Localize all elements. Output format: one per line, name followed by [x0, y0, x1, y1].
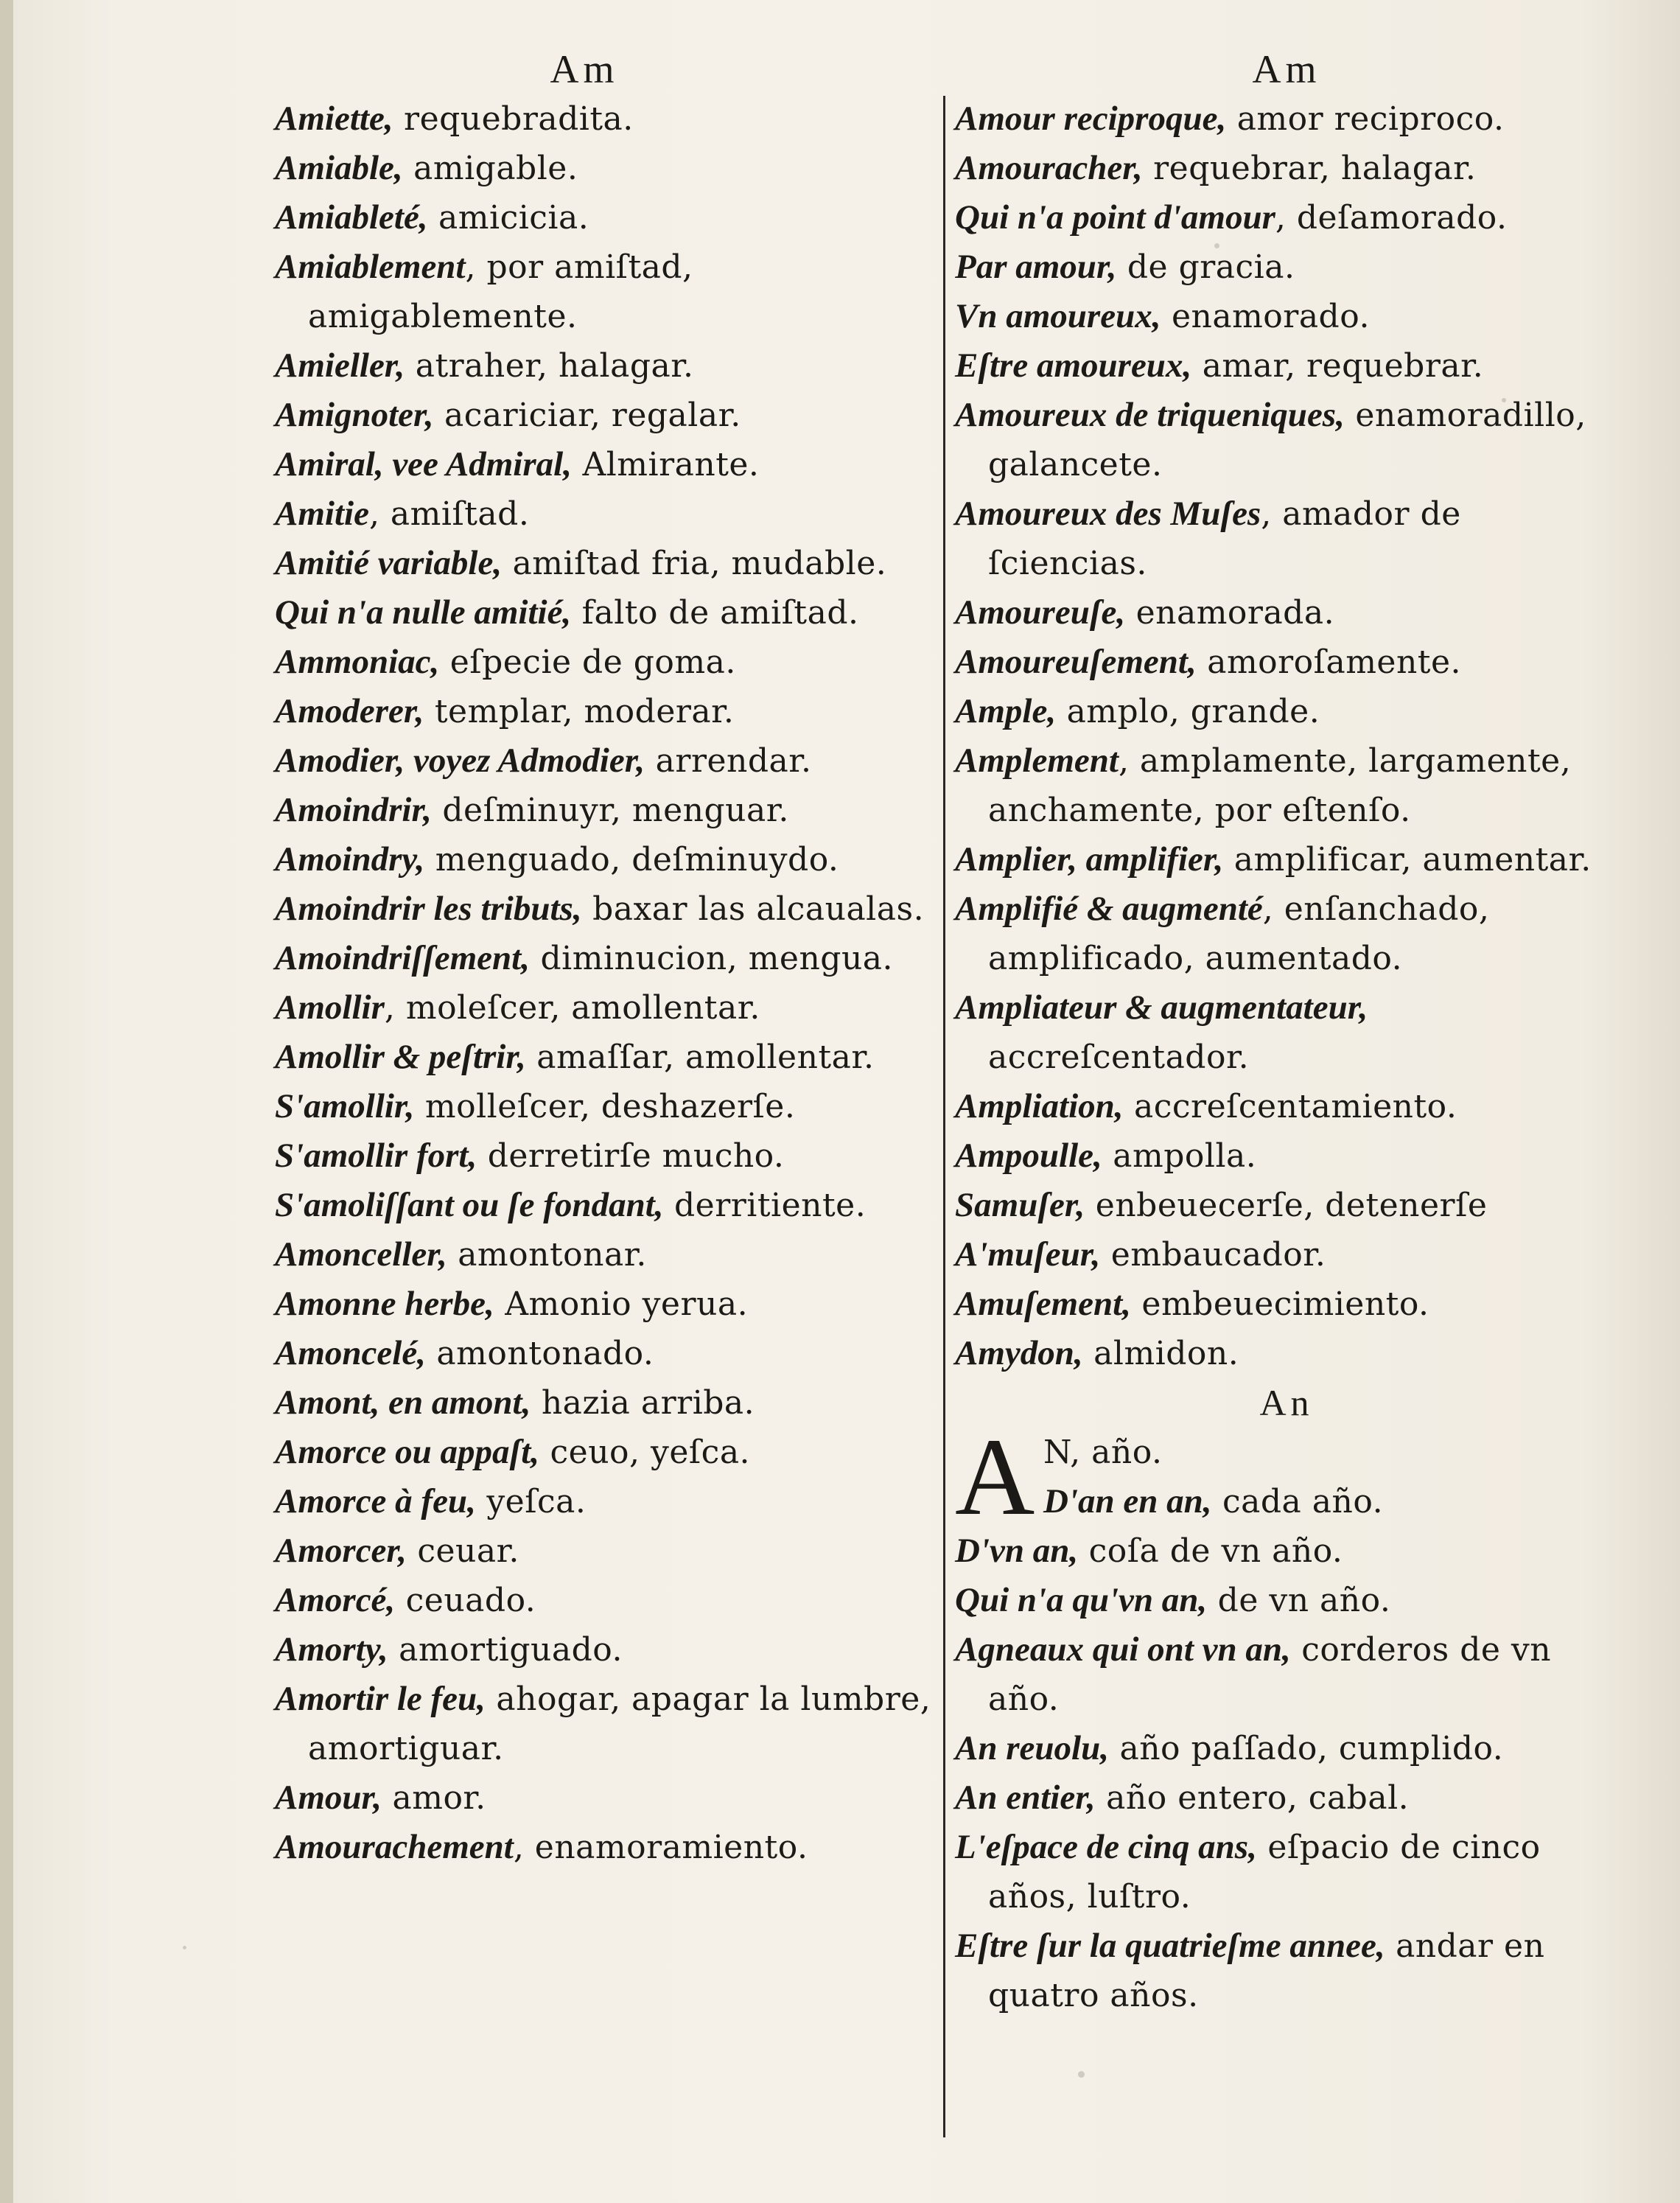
entry-translation: embaucador.: [1100, 1236, 1326, 1274]
dictionary-entry: [955, 983, 1618, 1082]
ink-speck: [183, 1946, 186, 1949]
entry-headword: Amitie: [275, 495, 369, 533]
right-entry-list-an: [955, 1526, 1618, 2020]
entry-translation: año paſſado, cumplido.: [1108, 1730, 1504, 1767]
dictionary-entry: [955, 489, 1618, 588]
entry-headword: Amoureux de triqueniques,: [955, 396, 1345, 434]
entry-headword: Amieller,: [275, 346, 405, 385]
dictionary-entry: [275, 638, 938, 687]
entry-headword: Amoureuſe,: [955, 593, 1126, 632]
entry-translation: amiſtad fria, mudable.: [502, 545, 887, 582]
entry-translation: eſpacio de cinco años, luſtro.: [988, 1829, 1541, 1916]
dictionary-entry: [275, 786, 938, 835]
dictionary-page: [13, 0, 1680, 2203]
entry-translation: andar en quatro años.: [988, 1927, 1545, 2014]
entry-headword: Amoureuſement,: [955, 643, 1197, 681]
dictionary-entry: [275, 440, 938, 489]
entry-headword: Amuſement,: [955, 1285, 1131, 1323]
dictionary-entry: [275, 1576, 938, 1625]
dictionary-entry: [275, 884, 938, 934]
dictionary-entry: [955, 1230, 1618, 1279]
dictionary-entry: [275, 341, 938, 391]
entry-translation: enamorado.: [1161, 298, 1370, 335]
entry-headword: Amiral, vee Admiral,: [275, 445, 572, 483]
entry-translation: amplo, grande.: [1056, 693, 1320, 730]
entry-headword: Ampoulle,: [955, 1137, 1102, 1175]
entry-translation: yeſca.: [475, 1483, 587, 1521]
entry-headword: Par amour,: [955, 248, 1117, 286]
left-entry-list: [275, 94, 938, 1872]
entry-headword: D'an en an,: [1043, 1482, 1212, 1521]
entry-headword: Qui n'a qu'vn an,: [955, 1581, 1208, 1619]
entry-translation: de gracia.: [1116, 248, 1295, 286]
dictionary-entry: [275, 687, 938, 736]
dictionary-entry: [275, 144, 938, 193]
entry-headword: Amorce à feu,: [275, 1482, 476, 1521]
entry-translation: enamoradillo, galancete.: [988, 397, 1586, 483]
entry-headword: S'amollir,: [275, 1087, 415, 1125]
entry-headword: Ampliation,: [955, 1087, 1124, 1125]
entry-headword: Ample,: [955, 692, 1057, 730]
entry-translation: , amiſtad.: [368, 495, 530, 533]
entry-headword: Amplier, amplifier,: [955, 840, 1224, 879]
entry-headword: A'muſeur,: [955, 1235, 1101, 1274]
entry-headword: Amour,: [275, 1778, 382, 1817]
dictionary-entry: [275, 1526, 938, 1576]
dictionary-entry: [955, 1773, 1618, 1823]
dictionary-entry: [955, 588, 1618, 638]
dictionary-entry: [955, 1279, 1618, 1329]
entry-translation: amigable.: [402, 150, 578, 187]
dictionary-entry: [955, 736, 1618, 835]
dictionary-entry: [955, 94, 1618, 144]
dictionary-entry: [275, 1279, 938, 1329]
column-divider: [943, 96, 945, 2137]
entry-headword: Samuſer,: [955, 1186, 1085, 1224]
entry-headword: Amoindry,: [275, 840, 425, 879]
entry-translation: falto de amiſtad.: [571, 594, 859, 632]
entry-headword: Amonne herbe,: [275, 1285, 494, 1323]
dictionary-entry: [955, 391, 1618, 489]
entry-headword: Ammoniac,: [275, 643, 440, 681]
entry-headword: Amignoter,: [275, 396, 434, 434]
ink-speck: [1078, 2071, 1085, 2078]
left-running-header: Am: [550, 47, 619, 91]
entry-translation: ceuar.: [406, 1532, 519, 1570]
entry-translation: hazia arriba.: [531, 1384, 755, 1422]
entry-headword: An entier,: [955, 1778, 1096, 1817]
entry-headword: Amonceller,: [275, 1235, 447, 1274]
entry-translation: amicicia.: [427, 199, 589, 237]
dictionary-entry: [955, 1921, 1618, 2020]
entry-translation: , moleſcer, amollentar.: [384, 989, 760, 1027]
entry-headword: Eſtre ſur la quatrieſme annee,: [955, 1927, 1385, 1965]
entry-translation: derretirſe mucho.: [477, 1137, 785, 1175]
dictionary-entry: [275, 1082, 938, 1131]
dictionary-entry: [275, 588, 938, 638]
entry-translation: de vn año.: [1207, 1582, 1391, 1619]
entry-headword: Amollir: [275, 988, 385, 1027]
entry-headword: Amoderer,: [275, 692, 424, 730]
entry-headword: Amorce ou appaſt,: [275, 1433, 540, 1471]
dictionary-entry: [275, 1773, 938, 1823]
dictionary-entry: [955, 193, 1618, 242]
dictionary-entry: [955, 242, 1618, 292]
dictionary-entry: [275, 736, 938, 786]
entry-headword: Agneaux qui ont vn an,: [955, 1630, 1291, 1669]
left-column: [275, 44, 938, 1872]
entry-headword: Amorcer,: [275, 1532, 407, 1570]
entry-translation: ceuado.: [395, 1582, 536, 1619]
right-entry-list: [955, 94, 1618, 1378]
dropcap-block: [955, 1416, 1618, 1538]
entry-headword: Amour reciproque,: [955, 99, 1227, 138]
dictionary-entry: [275, 1625, 938, 1675]
entry-headword: Amont, en amont,: [275, 1383, 531, 1422]
entry-translation: enamorada.: [1125, 594, 1335, 632]
entry-translation: requebradita.: [393, 100, 634, 138]
entry-translation: ahogar, apagar la lumbre, amortiguar.: [308, 1680, 931, 1767]
entry-translation: amar, requebrar.: [1191, 347, 1484, 385]
entry-translation: corderos de vn año.: [988, 1631, 1552, 1718]
entry-translation: accreſcentamiento.: [1123, 1088, 1457, 1125]
dictionary-entry: [275, 1477, 938, 1526]
dictionary-entry: [275, 539, 938, 588]
dictionary-entry: [955, 1329, 1618, 1378]
dictionary-entry: [955, 1526, 1618, 1576]
dictionary-entry: [955, 1823, 1618, 1921]
entry-headword: Amoncelé,: [275, 1334, 426, 1372]
dictionary-entry: [955, 341, 1618, 391]
dictionary-entry: [1043, 1428, 1383, 1477]
dictionary-entry: [955, 1131, 1618, 1181]
entry-translation: almidon.: [1082, 1335, 1239, 1372]
entry-translation: baxar las alcaualas.: [581, 890, 925, 928]
entry-translation: accreſcentador.: [988, 1038, 1250, 1076]
dictionary-entry: [275, 1428, 938, 1477]
dictionary-entry: [275, 1329, 938, 1378]
entry-translation: amor.: [382, 1779, 486, 1817]
dictionary-entry: [275, 1378, 938, 1428]
dictionary-entry: [955, 835, 1618, 884]
dictionary-entry: [955, 687, 1618, 736]
entry-translation: año entero, cabal.: [1095, 1779, 1410, 1817]
entry-headword: S'amoliſſant ou ſe fondant,: [275, 1186, 664, 1224]
entry-translation: diminucion, mengua.: [529, 940, 894, 977]
entry-headword: Amoindriſſement,: [275, 939, 530, 977]
entry-text: N, año.: [1043, 1434, 1163, 1471]
entry-headword: S'amollir fort,: [275, 1137, 477, 1175]
entry-headword: Amplement: [955, 741, 1119, 780]
right-column: [955, 44, 1618, 2020]
dropcap-letter: A: [955, 1416, 1035, 1538]
entry-headword: Amortir le feu,: [275, 1680, 486, 1718]
entry-translation: arrendar.: [645, 742, 812, 780]
entry-translation: cada año.: [1211, 1483, 1384, 1521]
entry-translation: Amonio yerua.: [494, 1285, 749, 1323]
dictionary-entry: [955, 1625, 1618, 1724]
dictionary-entry: [275, 1230, 938, 1279]
dictionary-entry: [275, 983, 938, 1033]
dictionary-entry: [275, 934, 938, 983]
entry-translation: deſminuyr, menguar.: [431, 792, 789, 829]
entry-headword: Amorcé,: [275, 1581, 396, 1619]
dictionary-entry: [1043, 1477, 1383, 1526]
entry-headword: Amodier, voyez Admodier,: [275, 741, 645, 780]
dictionary-entry: [275, 1131, 938, 1181]
entry-headword: Amollir & peſtrir,: [275, 1038, 526, 1076]
dictionary-entry: [275, 489, 938, 539]
dictionary-entry: [275, 1675, 938, 1773]
entry-translation: amoroſamente.: [1196, 643, 1461, 681]
entry-headword: Ampliateur & augmentateur,: [955, 988, 1368, 1027]
entry-translation: ceuo, yeſca.: [539, 1434, 751, 1471]
entry-headword: Amiablement: [275, 248, 466, 286]
entry-headword: Amouracher,: [955, 149, 1143, 187]
entry-headword: Qui n'a nulle amitié,: [275, 593, 572, 632]
entry-translation: enbeuecerſe, detenerſe: [1085, 1187, 1488, 1224]
entry-translation: coſa de vn año.: [1078, 1532, 1343, 1570]
entry-headword: Amourachement: [275, 1828, 514, 1866]
entry-translation: , enamoramiento.: [513, 1829, 808, 1866]
entry-translation: amaſſar, amollentar.: [525, 1038, 875, 1076]
entry-headword: An reuolu,: [955, 1729, 1109, 1767]
dictionary-entry: [955, 884, 1618, 983]
entry-translation: acariciar, regalar.: [433, 397, 741, 434]
dictionary-entry: [275, 391, 938, 440]
entry-headword: D'vn an,: [955, 1532, 1079, 1570]
section-heading-an: An: [1259, 1382, 1314, 1423]
entry-translation: Almirante.: [571, 446, 760, 483]
entry-translation: templar, moderar.: [424, 693, 735, 730]
entry-headword: L'eſpace de cinq ans,: [955, 1828, 1257, 1866]
entry-translation: amortiguado.: [388, 1631, 623, 1669]
entry-translation: , por amiſtad, amigablemente.: [308, 248, 693, 335]
entry-translation: molleſcer, deshazerſe.: [414, 1088, 796, 1125]
entry-headword: Amoindrir les tributs,: [275, 890, 582, 928]
entry-translation: derritiente.: [663, 1187, 867, 1224]
dictionary-entry: [275, 94, 938, 144]
entry-headword: Amiableté,: [275, 198, 428, 237]
entry-translation: amplificar, aumentar.: [1223, 841, 1592, 879]
entry-headword: Amoindrir,: [275, 791, 432, 829]
entry-translation: amontonar.: [447, 1236, 647, 1274]
dictionary-entry: [275, 1181, 938, 1230]
dictionary-entry: [955, 292, 1618, 341]
dictionary-entry: [275, 242, 938, 341]
dictionary-entry: [955, 1082, 1618, 1131]
entry-headword: Eſtre amoureux,: [955, 346, 1192, 385]
dictionary-entry: [955, 1724, 1618, 1773]
entry-translation: ampolla.: [1102, 1137, 1257, 1175]
entry-headword: Vn amoureux,: [955, 297, 1161, 335]
dropcap-lines: [1043, 1428, 1383, 1526]
dictionary-entry: [955, 1576, 1618, 1625]
entry-translation: embeuecimiento.: [1130, 1285, 1429, 1323]
entry-headword: Amiette,: [275, 99, 393, 138]
entry-translation: , enſanchado, amplificado, aumentado.: [988, 890, 1490, 977]
entry-headword: Amydon,: [955, 1334, 1083, 1372]
entry-headword: Qui n'a point d'amour: [955, 198, 1275, 237]
entry-translation: amontonado.: [425, 1335, 654, 1372]
entry-headword: Amplifié & augmenté: [955, 890, 1263, 928]
entry-translation: eſpecie de goma.: [439, 643, 736, 681]
dictionary-entry: [275, 1823, 938, 1872]
entry-translation: , amador de ſciencias.: [988, 495, 1461, 582]
entry-translation: atraher, halagar.: [405, 347, 694, 385]
dictionary-entry: [955, 638, 1618, 687]
entry-headword: Amorty,: [275, 1630, 388, 1669]
entry-translation: amor reciproco.: [1226, 100, 1505, 138]
dictionary-entry: [955, 144, 1618, 193]
entry-translation: requebrar, halagar.: [1142, 150, 1477, 187]
entry-headword: Amiable,: [275, 149, 403, 187]
entry-translation: menguado, deſminuydo.: [424, 841, 839, 879]
entry-translation: , deſamorado.: [1275, 199, 1508, 237]
dictionary-entry: [275, 835, 938, 884]
right-running-header: Am: [1252, 47, 1321, 91]
dictionary-entry: [275, 1033, 938, 1082]
dictionary-entry: [275, 193, 938, 242]
entry-translation: , amplamente, largamente, anchamente, por eſtenſo.: [988, 742, 1572, 829]
dictionary-entry: [955, 1181, 1618, 1230]
entry-headword: Amitié variable,: [275, 544, 503, 582]
entry-headword: Amoureux des Muſes: [955, 495, 1261, 533]
